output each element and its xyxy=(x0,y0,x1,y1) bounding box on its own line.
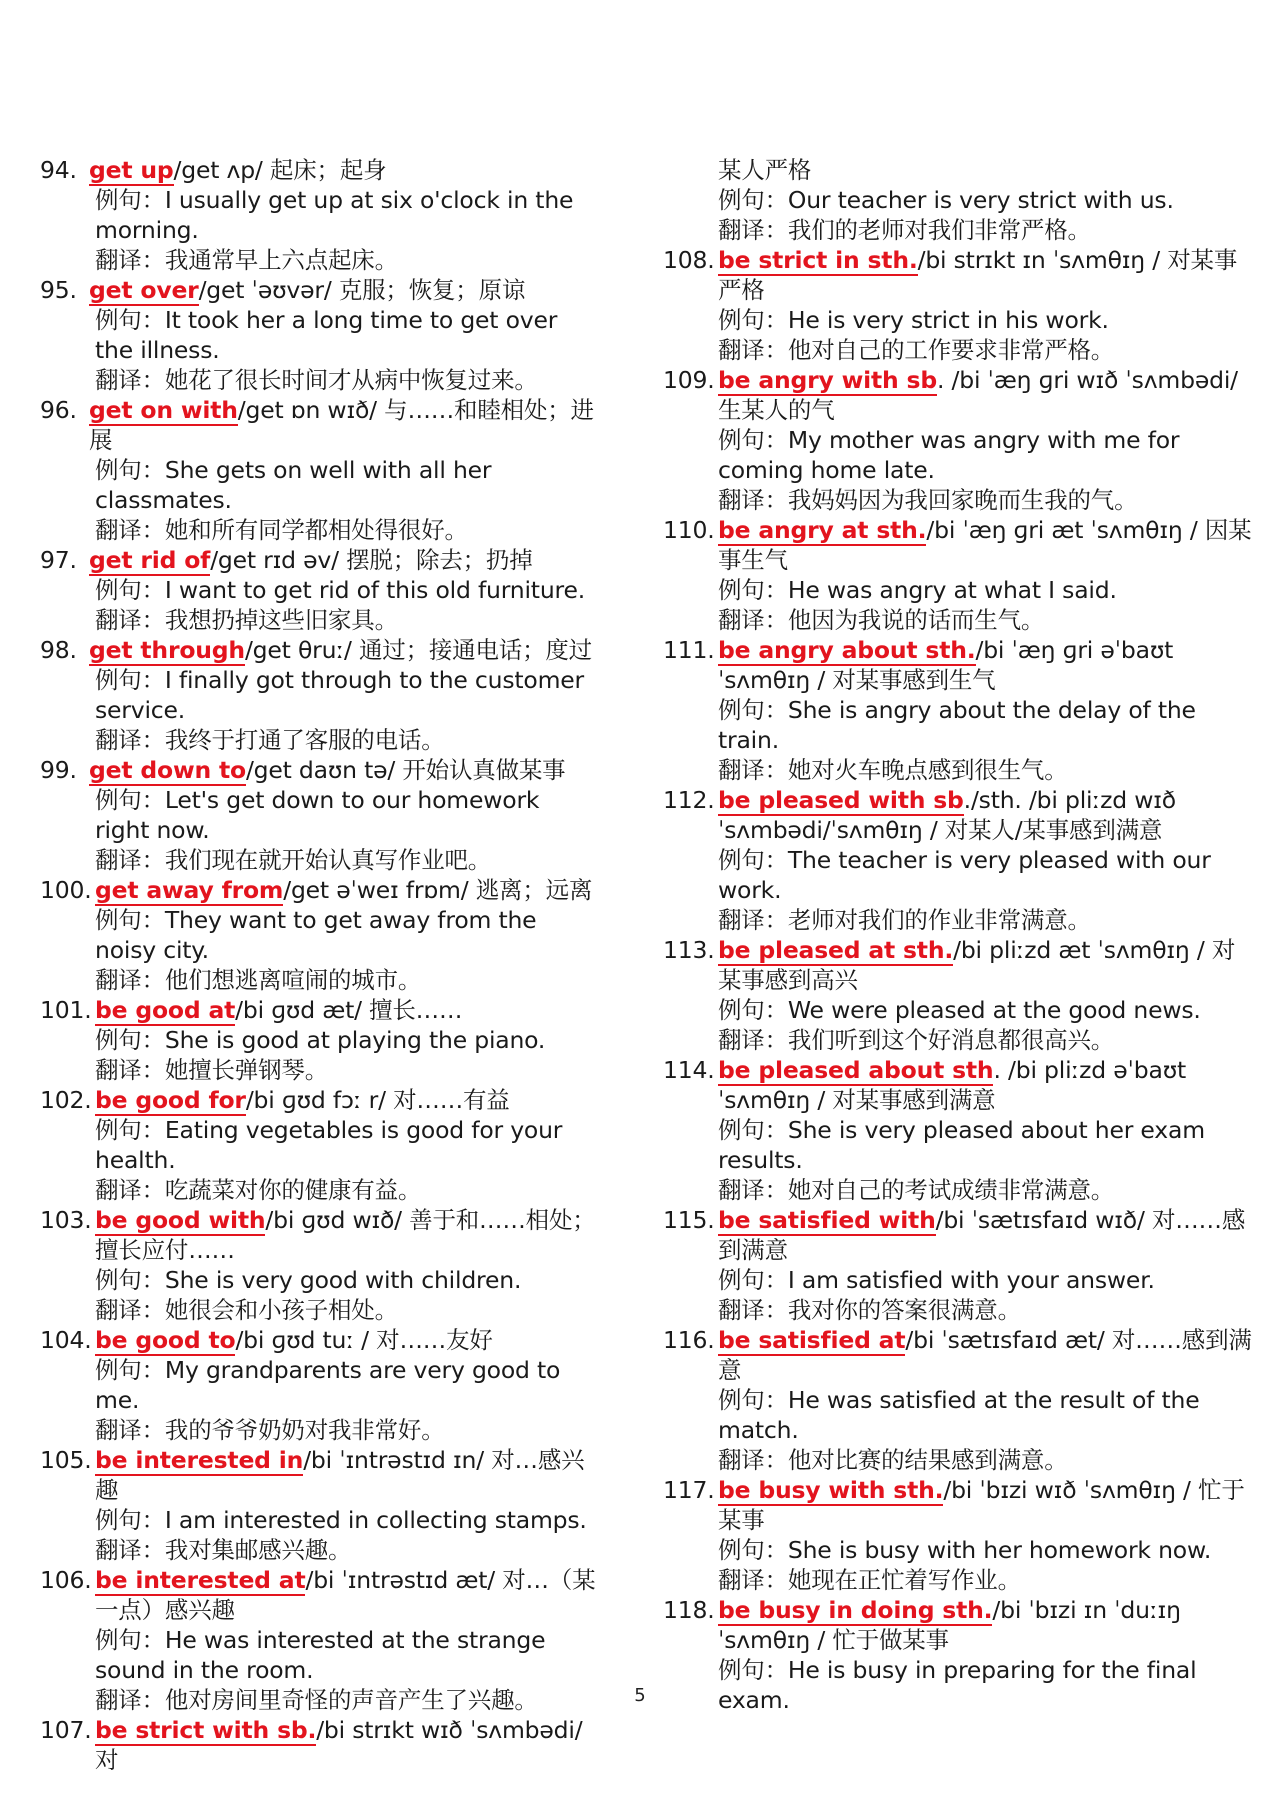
entry-number: 104. xyxy=(40,1326,92,1354)
entry-number: 94. xyxy=(40,156,77,184)
entry-number: 112. xyxy=(663,786,715,814)
entry-headline xyxy=(40,1715,600,1775)
entry-headline xyxy=(40,155,600,185)
entry-example: 例句：I am interested in collecting stamps. xyxy=(95,1506,587,1534)
entry-translation: 翻译：她和所有同学都相处得很好。 xyxy=(95,516,468,544)
entry-translation: 翻译：我对你的答案很满意。 xyxy=(718,1296,1021,1324)
entry-example: 例句：She is busy with her homework now. xyxy=(718,1536,1212,1564)
entry-example: 例句：He is busy in preparing for the final exam. xyxy=(718,1656,1197,1714)
entry-number: 117. xyxy=(663,1476,715,1504)
entry-example: 例句：The teacher is very pleased with our work. xyxy=(718,846,1211,904)
entry-headline xyxy=(663,245,1253,305)
entry-definition: /get əˈweɪ frɒm/ 逃离；远离 xyxy=(283,876,593,904)
entry-phrase: get on with xyxy=(89,396,238,424)
entry-example: 例句：Eating vegetables is good for your health. xyxy=(95,1116,563,1174)
entry-translation: 翻译：他对自己的工作要求非常严格。 xyxy=(718,336,1115,364)
entry-phrase: be good to xyxy=(95,1326,236,1354)
entry-phrase: get rid of xyxy=(89,546,211,574)
vocab-entry xyxy=(663,785,1253,935)
entry-example: 例句：He was satisfied at the result of the match. xyxy=(718,1386,1200,1444)
vocab-entry xyxy=(40,275,600,395)
entry-headline xyxy=(663,935,1253,995)
entry-example: 例句：He was angry at what I said. xyxy=(718,576,1117,604)
entry-phrase: be pleased about sth xyxy=(718,1056,994,1084)
entry-number: 95. xyxy=(40,276,77,304)
entry-number: 113. xyxy=(663,936,715,964)
entry-number: 107. xyxy=(40,1716,92,1744)
entry-example: 例句：I am satisfied with your answer. xyxy=(718,1266,1155,1294)
entry-translation: 翻译：他对房间里奇怪的声音产生了兴趣。 xyxy=(95,1686,538,1714)
entry-translation: 翻译：他们想逃离喧闹的城市。 xyxy=(95,966,422,994)
vocab-entry xyxy=(40,545,600,635)
entry-translation: 翻译：我终于打通了客服的电话。 xyxy=(95,726,445,754)
entry-example: 例句：My grandparents are very good to me. xyxy=(95,1356,561,1414)
entry-definition: /bi ˈɪntrəstɪd ɪn/ 对…感兴趣 xyxy=(95,1446,585,1504)
entry-number: 118. xyxy=(663,1596,715,1624)
entry-translation: 翻译：我们听到这个好消息都很高兴。 xyxy=(718,1026,1115,1054)
entry-phrase: get down to xyxy=(89,756,246,784)
entry-definition: /bi ɡʊd tuː / 对……友好 xyxy=(235,1326,493,1354)
vocab-entry xyxy=(40,1205,600,1325)
entry-phrase: be good with xyxy=(95,1206,266,1234)
page-number: 5 xyxy=(634,1685,646,1706)
entry-example: 例句：It took her a long time to get over the illness. xyxy=(95,306,558,364)
entry-translation: 翻译：她现在正忙着写作业。 xyxy=(718,1566,1021,1594)
entry-translation: 翻译：他因为我说的话而生气。 xyxy=(718,606,1045,634)
entry-phrase: get through xyxy=(89,636,245,664)
entry-headline xyxy=(663,365,1253,425)
entry-number: 97. xyxy=(40,546,77,574)
entry-phrase: be strict in sth. xyxy=(718,246,918,274)
entry-example: 例句：He was interested at the strange sound in the room. xyxy=(95,1626,546,1684)
entry-definition: /bi ˈɪntrəstɪd æt/ 对…（某一点）感兴趣 xyxy=(95,1566,596,1624)
vocab-entry xyxy=(663,1055,1253,1205)
entry-phrase: be interested at xyxy=(95,1566,306,1594)
entry-example: 例句：My mother was angry with me for coming home late. xyxy=(718,426,1180,484)
entry-example: 例句：He is very strict in his work. xyxy=(718,306,1109,334)
entry-definition: /bi strɪkt ɪn ˈsʌmθɪŋ / 对某事严格 xyxy=(718,246,1238,304)
vocab-entry xyxy=(40,1445,600,1565)
vocab-entry xyxy=(663,1325,1253,1475)
entry-number: 108. xyxy=(663,246,715,274)
entry-number: 111. xyxy=(663,636,715,664)
entry-headline xyxy=(663,1595,1253,1655)
vocab-entry xyxy=(40,155,600,275)
entry-phrase: be good at xyxy=(95,996,236,1024)
entry-definition: /bi ˈbɪzi ɪn ˈduːɪŋ ˈsʌmθɪŋ / 忙于做某事 xyxy=(718,1596,1181,1654)
entry-translation: 翻译：我想扔掉这些旧家具。 xyxy=(95,606,398,634)
entry-phrase: get away from xyxy=(95,876,284,904)
entry-headline xyxy=(663,1325,1253,1385)
entry-headline xyxy=(40,1445,600,1505)
vocab-entry xyxy=(40,635,600,755)
entry-headline xyxy=(663,155,1253,185)
vocab-entry xyxy=(40,1325,600,1445)
entry-example: 例句：I want to get rid of this old furniture. xyxy=(95,576,585,604)
entry-definition: /get ɒn wɪð/ 与……和睦相处；进展 xyxy=(89,396,594,454)
entry-number: 99. xyxy=(40,756,77,784)
entry-phrase: be strict with sb. xyxy=(95,1716,317,1744)
vocab-entry xyxy=(40,1715,600,1775)
entry-headline xyxy=(40,995,600,1025)
entry-definition: /bi ɡʊd fɔː r/ 对……有益 xyxy=(245,1086,510,1114)
entry-phrase: be pleased with sb xyxy=(718,786,964,814)
right-column xyxy=(663,155,1253,1715)
entry-phrase: be angry about sth. xyxy=(718,636,976,664)
entry-headline xyxy=(663,785,1253,845)
vocab-entry xyxy=(663,1205,1253,1325)
entry-definition: /get ˈəʊvər/ 克服；恢复；原谅 xyxy=(198,276,526,304)
vocab-entry xyxy=(40,875,600,995)
left-column xyxy=(40,155,600,1775)
entry-headline xyxy=(40,875,600,905)
entry-translation: 翻译：他对比赛的结果感到满意。 xyxy=(718,1446,1068,1474)
vocab-entry xyxy=(663,245,1253,365)
entry-phrase: be busy with sth. xyxy=(718,1476,944,1504)
vocab-entry xyxy=(663,1475,1253,1595)
entry-translation: 翻译：她对火车晚点感到很生气。 xyxy=(718,756,1068,784)
entry-definition: /get θruː/ 通过；接通电话；度过 xyxy=(244,636,592,664)
entry-definition: /get ʌp/ 起床；起身 xyxy=(173,156,387,184)
entry-translation: 翻译：我妈妈因为我回家晚而生我的气。 xyxy=(718,486,1138,514)
entry-headline xyxy=(40,1205,600,1265)
entry-headline xyxy=(663,635,1253,695)
entry-definition: /bi ɡʊd wɪð/ 善于和……相处；擅长应付…… xyxy=(95,1206,596,1264)
entry-phrase: get over xyxy=(89,276,199,304)
entry-phrase: be angry with sb xyxy=(718,366,937,394)
entry-translation: 翻译：她很会和小孩子相处。 xyxy=(95,1296,398,1324)
entry-headline xyxy=(663,1475,1253,1535)
entry-phrase: be angry at sth. xyxy=(718,516,927,544)
entry-translation: 翻译：我的爷爷奶奶对我非常好。 xyxy=(95,1416,445,1444)
entry-example: 例句：I finally got through to the customer service. xyxy=(95,666,584,724)
entry-phrase: be busy in doing sth. xyxy=(718,1596,993,1624)
entry-phrase: be satisfied with xyxy=(718,1206,936,1234)
entry-example: 例句：She is good at playing the piano. xyxy=(95,1026,546,1054)
entry-example: 例句：They want to get away from the noisy city. xyxy=(95,906,537,964)
entry-definition: . /bi pliːzd əˈbaʊt ˈsʌmθɪŋ / 对某事感到满意 xyxy=(718,1056,1187,1114)
entry-number: 114. xyxy=(663,1056,715,1084)
entry-translation: 翻译：她擅长弹钢琴。 xyxy=(95,1056,328,1084)
entry-definition: ./sth. /bi pliːzd wɪð ˈsʌmbədi/ˈsʌmθɪŋ / 对某人/某事感到满意 xyxy=(718,786,1176,844)
entry-headline xyxy=(663,515,1253,575)
vocab-entry xyxy=(663,365,1253,515)
entry-example: 例句：She is angry about the delay of the train. xyxy=(718,696,1196,754)
vocab-entry xyxy=(663,635,1253,785)
entry-example: 例句：We were pleased at the good news. xyxy=(718,996,1201,1024)
vocab-entry xyxy=(40,395,600,545)
entry-translation: 翻译：她花了很长时间才从病中恢复过来。 xyxy=(95,366,538,394)
entry-definition: /bi ˈæŋ ɡri æt ˈsʌmθɪŋ / 因某事生气 xyxy=(718,516,1252,574)
entry-phrase: be good for xyxy=(95,1086,246,1114)
entry-number: 103. xyxy=(40,1206,92,1234)
entry-headline xyxy=(663,1055,1253,1115)
entry-number: 116. xyxy=(663,1326,715,1354)
entry-headline xyxy=(40,395,600,455)
entry-headline xyxy=(40,1565,600,1625)
entry-number: 105. xyxy=(40,1446,92,1474)
entry-headline xyxy=(40,755,600,785)
entry-number: 115. xyxy=(663,1206,715,1234)
entry-definition: /bi ˈæŋ ɡri əˈbaʊt ˈsʌmθɪŋ / 对某事感到生气 xyxy=(718,636,1174,694)
entry-number: 102. xyxy=(40,1086,92,1114)
entry-definition: /get daʊn tə/ 开始认真做某事 xyxy=(245,756,566,784)
vocab-entry xyxy=(40,995,600,1085)
vocab-entry xyxy=(663,515,1253,635)
entry-example: 例句：Let's get down to our homework right now. xyxy=(95,786,540,844)
entry-definition: /bi ˈsætɪsfaɪd æt/ 对……感到满意 xyxy=(718,1326,1252,1384)
entry-example: 例句：She is very good with children. xyxy=(95,1266,522,1294)
entry-translation: 翻译：我对集邮感兴趣。 xyxy=(95,1536,352,1564)
entry-headline xyxy=(40,275,600,305)
entry-phrase: be satisfied at xyxy=(718,1326,906,1354)
vocab-entry xyxy=(663,935,1253,1055)
entry-headline xyxy=(40,1325,600,1355)
entry-example: 例句：She is very pleased about her exam results. xyxy=(718,1116,1205,1174)
vocab-entry xyxy=(40,755,600,875)
entry-translation: 翻译：我们的老师对我们非常严格。 xyxy=(718,216,1091,244)
entry-example: 例句：I usually get up at six o'clock in the morning. xyxy=(95,186,574,244)
vocab-entry xyxy=(40,1085,600,1205)
entry-number: 106. xyxy=(40,1566,92,1594)
entry-headline xyxy=(40,545,600,575)
entry-definition: . /bi ˈæŋ ɡri wɪð ˈsʌmbədi/ 生某人的气 xyxy=(718,366,1238,424)
entry-number: 101. xyxy=(40,996,92,1024)
entry-headline xyxy=(663,1205,1253,1265)
entry-definition: 某人严格 xyxy=(718,156,812,184)
entry-translation: 翻译：我们现在就开始认真写作业吧。 xyxy=(95,846,492,874)
entry-example: 例句：Our teacher is very strict with us. xyxy=(718,186,1174,214)
entry-number: 96. xyxy=(40,396,77,424)
entry-translation: 翻译：老师对我们的作业非常满意。 xyxy=(718,906,1091,934)
entry-example: 例句：She gets on well with all her classmates. xyxy=(95,456,492,514)
entry-definition: /bi strɪkt wɪð ˈsʌmbədi/ 对 xyxy=(95,1716,583,1774)
entry-translation: 翻译：她对自己的考试成绩非常满意。 xyxy=(718,1176,1115,1204)
entry-number: 100. xyxy=(40,876,92,904)
entry-definition: /bi ɡʊd æt/ 擅长…… xyxy=(235,996,463,1024)
entry-headline xyxy=(40,1085,600,1115)
vocab-entry xyxy=(663,155,1253,245)
entry-definition: /bi pliːzd æt ˈsʌmθɪŋ / 对某事感到高兴 xyxy=(718,936,1236,994)
entry-definition: /bi ˈbɪzi wɪð ˈsʌmθɪŋ / 忙于某事 xyxy=(718,1476,1245,1534)
entry-translation: 翻译：我通常早上六点起床。 xyxy=(95,246,398,274)
entry-phrase: be interested in xyxy=(95,1446,304,1474)
entry-number: 109. xyxy=(663,366,715,394)
entry-translation: 翻译：吃蔬菜对你的健康有益。 xyxy=(95,1176,422,1204)
entry-number: 98. xyxy=(40,636,77,664)
entry-headline xyxy=(40,635,600,665)
entry-phrase: be pleased at sth. xyxy=(718,936,954,964)
entry-definition: /get rɪd əv/ 摆脱；除去；扔掉 xyxy=(210,546,533,574)
entry-definition: /bi ˈsætɪsfaɪd wɪð/ 对……感到满意 xyxy=(718,1206,1246,1264)
entry-number: 110. xyxy=(663,516,715,544)
entry-phrase: get up xyxy=(89,156,174,184)
